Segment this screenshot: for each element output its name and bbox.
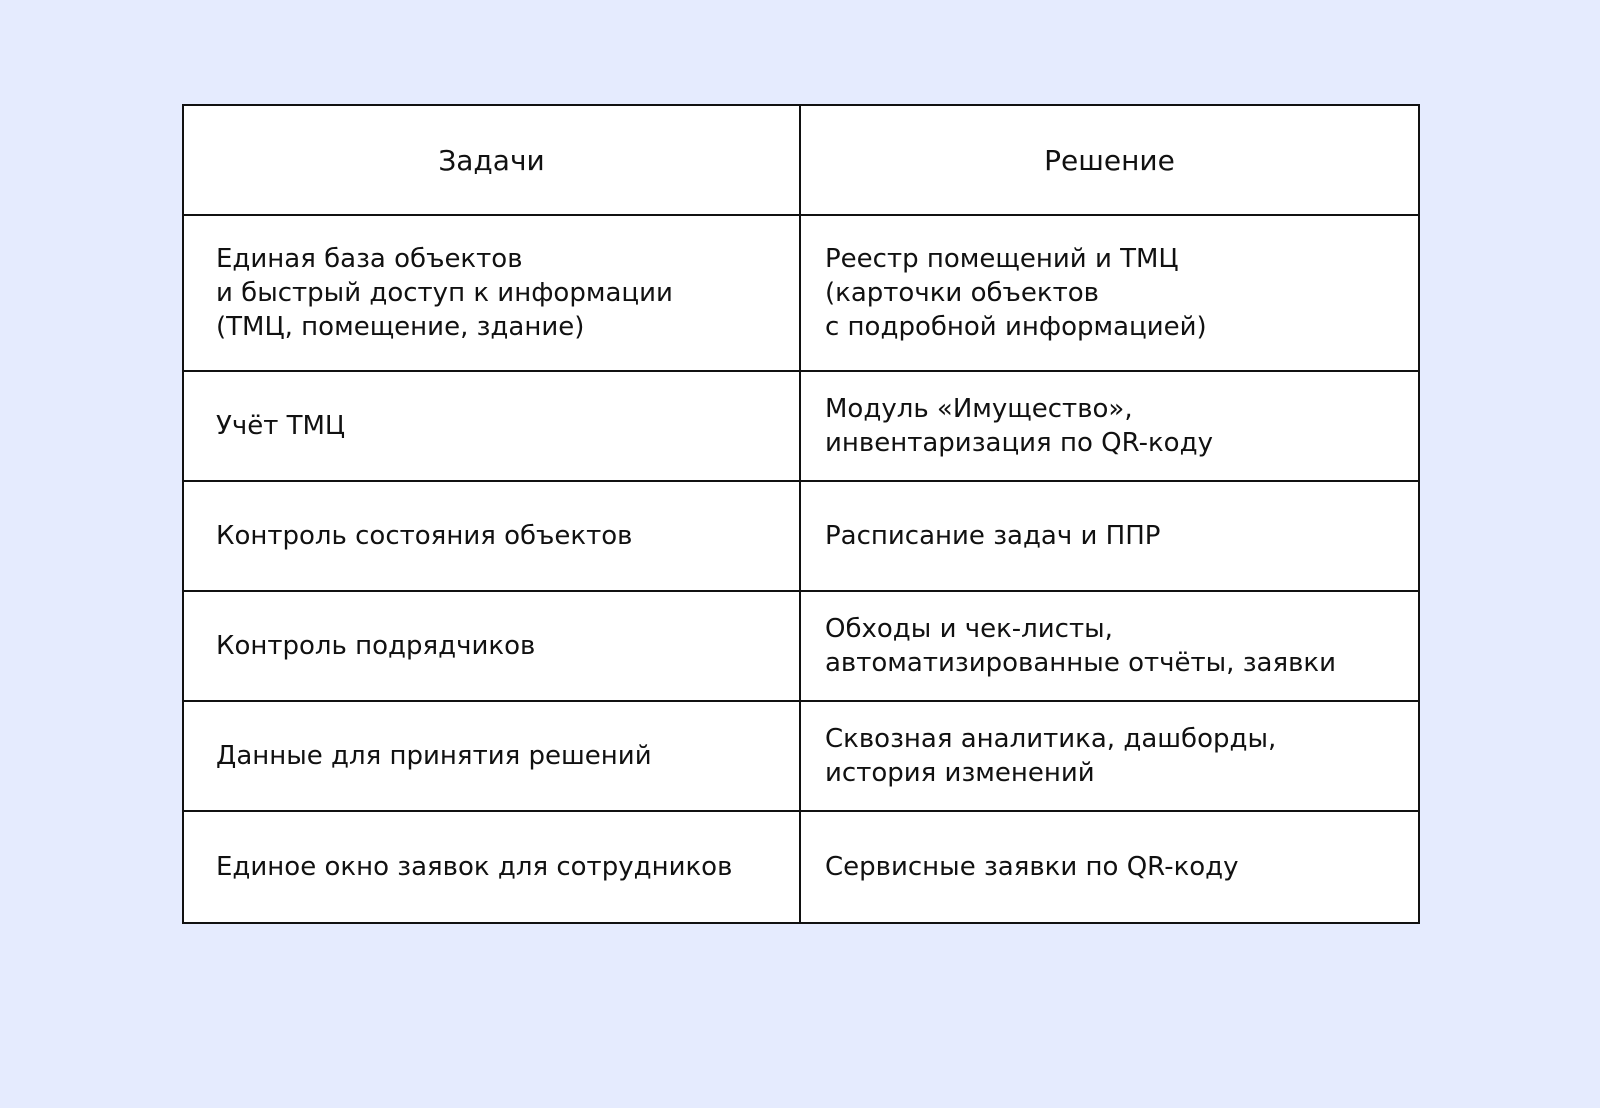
header-tasks: Задачи [183,105,800,215]
tasks-solutions-table-wrapper [182,104,1418,924]
table-row [183,701,1419,811]
header-solution: Решение [800,105,1419,215]
solution-text-line: инвентаризация по QR-коду [825,428,1213,458]
task-text-line: Контроль состояния объектов [216,521,633,551]
solution-text-line: автоматизированные отчёты, заявки [825,648,1337,678]
task-cell [183,591,800,701]
table-row [183,591,1419,701]
solution-cell [800,811,1419,923]
task-text-line: (ТМЦ, помещение, здание) [216,312,585,342]
tasks-solutions-table [182,104,1420,924]
task-text-line: Единая база объектов [216,244,523,274]
solution-cell [800,481,1419,591]
task-cell [183,701,800,811]
table-row [183,811,1419,923]
solution-text-line: история изменений [825,758,1095,788]
solution-cell [800,371,1419,481]
solution-text-line: с подробной информацией) [825,312,1207,342]
table-row [183,481,1419,591]
task-text-line: Единое окно заявок для сотрудников [216,852,733,882]
solution-text-line: (карточки объектов [825,278,1099,308]
task-cell [183,811,800,923]
task-text-line: и быстрый доступ к информации [216,278,673,308]
task-cell [183,481,800,591]
solution-cell [800,701,1419,811]
table-row [183,215,1419,371]
solution-text-line: Сквозная аналитика, дашборды, [825,724,1277,754]
task-text-line: Контроль подрядчиков [216,631,536,661]
table-header-row [183,105,1419,215]
solution-cell [800,215,1419,371]
task-text-line: Данные для принятия решений [216,741,652,771]
table-row [183,371,1419,481]
solution-text-line: Расписание задач и ППР [825,521,1161,551]
task-cell [183,371,800,481]
solution-text-line: Модуль «Имущество», [825,394,1133,424]
solution-text-line: Реестр помещений и ТМЦ [825,244,1179,274]
solution-text-line: Обходы и чек-листы, [825,614,1113,644]
solution-text-line: Сервисные заявки по QR-коду [825,852,1239,882]
task-text-line: Учёт ТМЦ [216,411,346,441]
task-cell [183,215,800,371]
solution-cell [800,591,1419,701]
